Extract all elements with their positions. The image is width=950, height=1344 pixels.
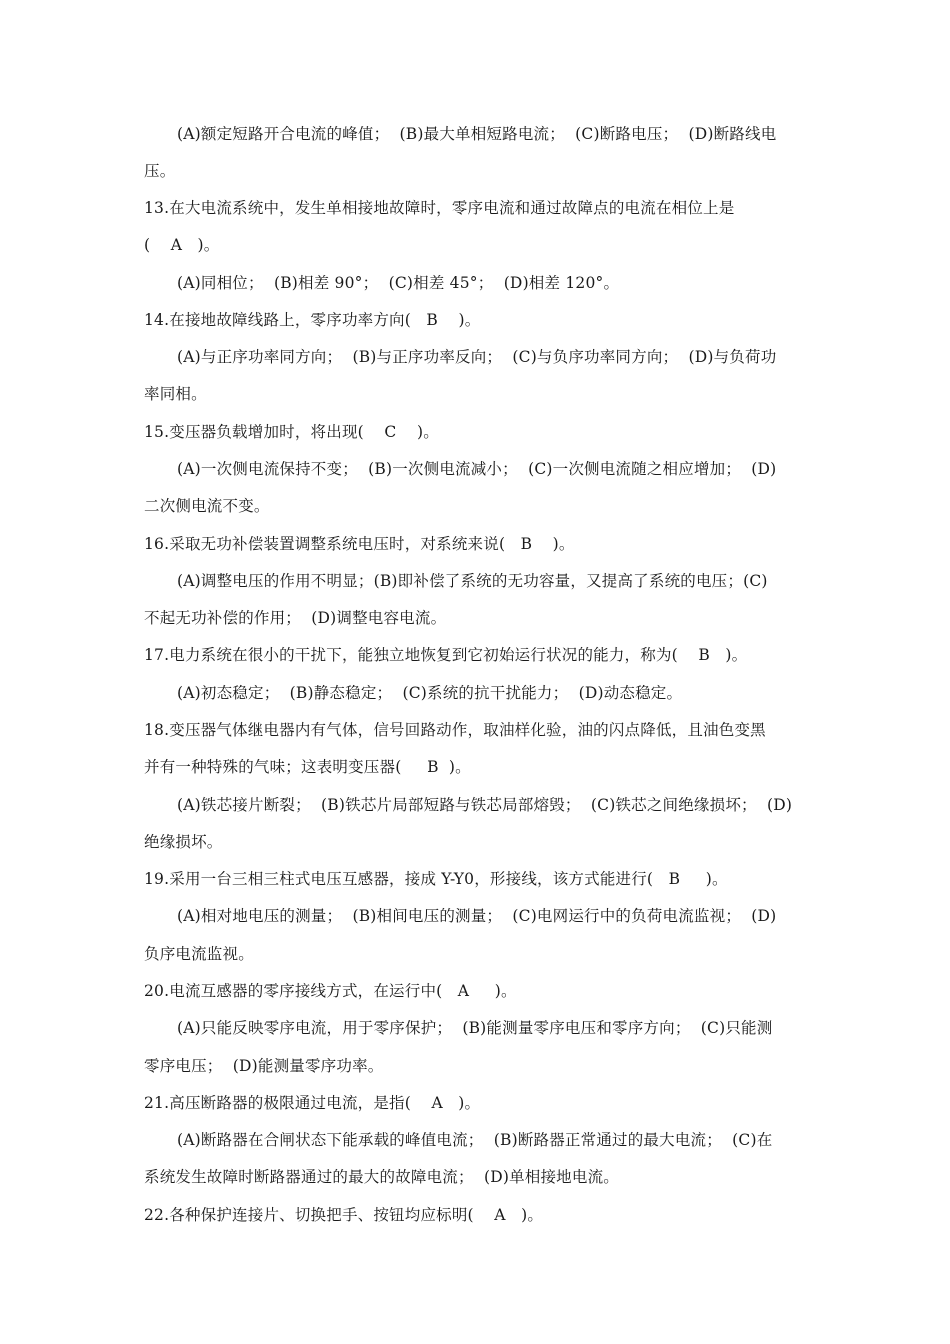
question-20: 20.电流互感器的零序接线方式，在运行中( A )。 <box>144 982 517 1000</box>
question-19: 19.采用一台三相三柱式电压互感器，接成 Y-Y0，形接线，该方式能进行( B )。 <box>144 870 728 888</box>
q15-options-line-2: 二次侧电流不变。 <box>144 497 270 515</box>
q18-options-line-1: (A)铁芯接片断裂； (B)铁芯片局部短路与铁芯局部熔毁； (C)铁芯之间绝缘损坏； (D) <box>177 796 793 814</box>
q14-options-line-1: (A)与正序功率同方向； (B)与正序功率反向； (C)与负序功率同方向； (D)与负荷功 <box>177 348 777 366</box>
q12-options-line-1: (A)额定短路开合电流的峰值； (B)最大单相短路电流； (C)断路电压； (D)断路线电 <box>177 125 777 143</box>
question-13: 13.在大电流系统中，发生单相接地故障时，零序电流和通过故障点的电流在相位上是 <box>144 199 735 217</box>
q21-options-line-1: (A)断路器在合闸状态下能承载的峰值电流； (B)断路器正常通过的最大电流； (C)在 <box>177 1131 773 1149</box>
question-16: 16.采取无功补偿装置调整系统电压时，对系统来说( B )。 <box>144 535 575 553</box>
q20-options-line-2: 零序电压； (D)能测量零序功率。 <box>144 1057 384 1075</box>
q12-options-line-2: 压。 <box>144 162 176 180</box>
q17-options: (A)初态稳定； (B)静态稳定； (C)系统的抗干扰能力； (D)动态稳定。 <box>177 684 683 702</box>
question-15: 15.变压器负载增加时，将出现( C )。 <box>144 423 439 441</box>
q13-options: (A)同相位； (B)相差 90°； (C)相差 45°； (D)相差 120°。 <box>177 274 620 292</box>
q16-options-line-1: (A)调整电压的作用不明显；(B)即补偿了系统的无功容量，又提高了系统的电压；(C) <box>177 572 768 590</box>
question-18-line-2: 并有一种特殊的气味；这表明变压器( B )。 <box>144 758 471 776</box>
question-13-answer: ( A )。 <box>144 236 220 254</box>
q16-options-line-2: 不起无功补偿的作用； (D)调整电容电流。 <box>144 609 447 627</box>
q18-options-line-2: 绝缘损坏。 <box>144 833 223 851</box>
q21-options-line-2: 系统发生故障时断路器通过的最大的故障电流； (D)单相接地电流。 <box>144 1168 619 1186</box>
q19-options-line-1: (A)相对地电压的测量； (B)相间电压的测量； (C)电网运行中的负荷电流监视； (D) <box>177 907 777 925</box>
question-22: 22.各种保护连接片、切换把手、按钮均应标明( A )。 <box>144 1206 544 1224</box>
q15-options-line-1: (A)一次侧电流保持不变； (B)一次侧电流减小； (C)一次侧电流随之相应增加； (D) <box>177 460 777 478</box>
q19-options-line-2: 负序电流监视。 <box>144 945 254 963</box>
question-14: 14.在接地故障线路上，零序功率方向( B )。 <box>144 311 481 329</box>
question-17: 17.电力系统在很小的干扰下，能独立地恢复到它初始运行状况的能力，称为( B )。 <box>144 646 748 664</box>
question-21: 21.高压断路器的极限通过电流，是指( A )。 <box>144 1094 481 1112</box>
question-18-line-1: 18.变压器气体继电器内有气体，信号回路动作，取油样化验，油的闪点降低，且油色变黑 <box>144 721 766 739</box>
q20-options-line-1: (A)只能反映零序电流，用于零序保护； (B)能测量零序电压和零序方向； (C)只能测 <box>177 1019 773 1037</box>
q14-options-line-2: 率同相。 <box>144 385 207 403</box>
